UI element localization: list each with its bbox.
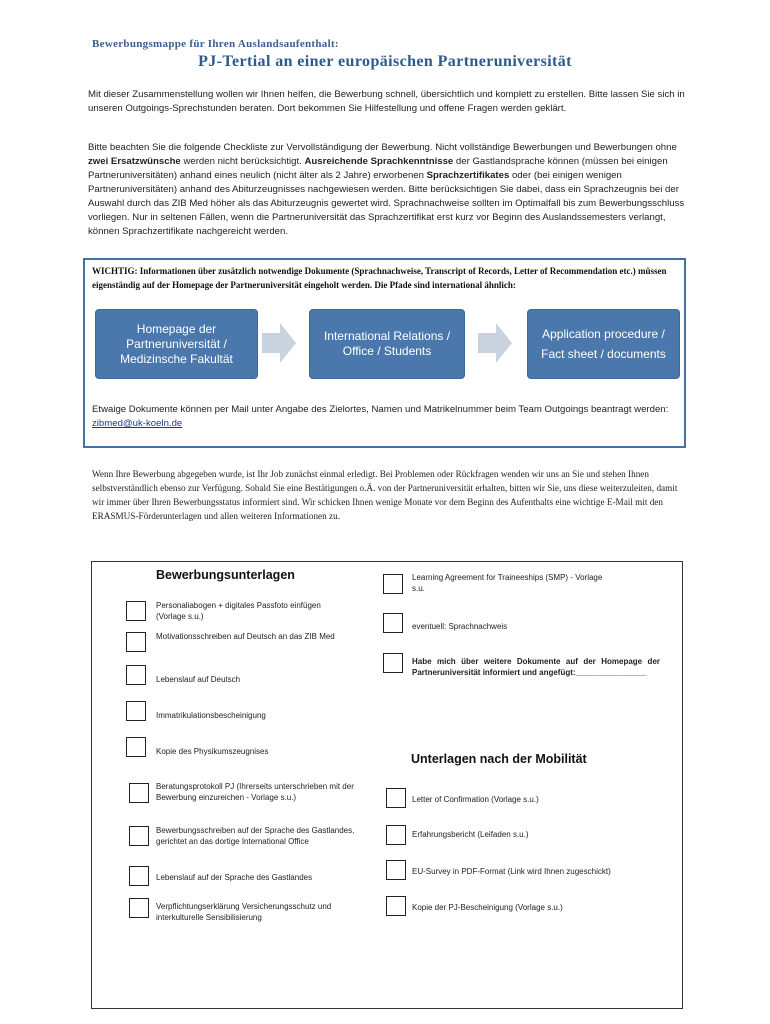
intro-paragraph-2 bbox=[88, 141, 688, 239]
checklist-item-label: Bewerbungsschreiben auf der Sprache des Gastlandes, gerichtet an das dortige International Office bbox=[156, 826, 355, 846]
flow-step-international-relations bbox=[309, 309, 465, 379]
checkbox-erfahrungsbericht[interactable] bbox=[386, 825, 406, 845]
checkbox-motivationsschreiben[interactable] bbox=[126, 632, 146, 652]
after-submit-paragraph: Wenn Ihre Bewerbung abgegeben wurde, ist Ihr Job zunächst einmal erledigt. Bei Problemen oder Rückfragen wenden wir uns an Sie und stehen Ihnen selbstverständlich ebenso zur Verfügung. Sobald Sie eine Bestätigungen o.Ä. von der Partneruniversität erhalten, bitten wir Sie, uns diese weiterzuleiten, damit wir immer über Ihren Bewerbungsstatus informiert sind. Wir schicken Ihnen wenige Monate vor dem Beginn des Aufenthalts eine wichtige E-Mail mit den ERASMUS-Förderunterlagen und allen weiteren Informationen zu. bbox=[92, 469, 678, 521]
checkbox-pj-bescheinigung[interactable] bbox=[386, 896, 406, 916]
checklist-right-title: Unterlagen nach der Mobilität bbox=[411, 752, 587, 766]
flow-step-homepage bbox=[95, 309, 258, 379]
text-run: der Gastlandsprache können (müssen bei einigen Partneruniversitäten) anhand eines neulich (nicht älter als 2 Jahre) erworbenen bbox=[88, 156, 668, 181]
checklist-item-label: eventuell: Sprachnachweis bbox=[412, 622, 508, 631]
checklist-item-label: EU-Survey in PDF-Format (Link wird Ihnen zugeschickt) bbox=[412, 867, 611, 876]
text-run: Etwaige Dokumente können per Mail unter Angabe des Zielortes, Namen und Matrikelnummer beim Team Outgoings beantragt werden: bbox=[92, 404, 669, 415]
document-title: PJ-Tertial an einer europäischen Partneruniversität bbox=[198, 53, 572, 70]
important-note-heading: WICHTIG: Informationen über zusätzlich notwendige Dokumente (Sprachnachweise, Transcript of Records, Letter of Recommendation etc.) müssen eigenständig auf der Homepage der Partneruniversität eingeholt werden. Die Pfade sind international ähnlich: bbox=[92, 266, 667, 290]
flow-arrow-icon bbox=[262, 323, 296, 363]
flow-step-application bbox=[527, 309, 680, 379]
checklist-item-label: Lebenslauf auf Deutsch bbox=[156, 675, 241, 684]
checklist-left-title: Bewerbungsunterlagen bbox=[156, 568, 295, 582]
emphasis-sprachzertifikate: Sprachzertifikates bbox=[426, 170, 510, 181]
checkbox-beratungsprotokoll[interactable] bbox=[129, 783, 149, 803]
checkbox-immatrikulation[interactable] bbox=[126, 701, 146, 721]
flow-step-label: Application procedure / Fact sheet / documents bbox=[541, 327, 666, 361]
checklist-item-label: Motivationsschreiben auf Deutsch an das ZIB Med bbox=[156, 632, 335, 641]
checklist-item-label: Lebenslauf auf der Sprache des Gastlandes bbox=[156, 873, 313, 882]
checklist-item-label: Kopie des Physikumszeugnises bbox=[156, 747, 269, 756]
checklist-item-label: Personaliabogen + digitales Passfoto einfügen (Vorlage s.u.) bbox=[156, 601, 321, 621]
checkbox-learning-agreement[interactable] bbox=[383, 574, 403, 594]
checklist-item-label: Verpflichtungserklärung Versicherungsschutz und interkulturelle Sensibilisierung bbox=[156, 902, 332, 922]
checklist-item-label: Habe mich über weitere Dokumente auf der Homepage der Partneruniversität informiert und angefügt:________________ bbox=[412, 657, 660, 677]
checkbox-physikum[interactable] bbox=[126, 737, 146, 757]
emphasis-ersatzwuensche: zwei Ersatzwünsche bbox=[88, 156, 181, 167]
checkbox-bewerbungsschreiben[interactable] bbox=[129, 826, 149, 846]
checkbox-sprachnachweis[interactable] bbox=[383, 613, 403, 633]
email-link[interactable]: zibmed@uk-koeln.de bbox=[92, 418, 183, 429]
checkbox-lebenslauf-deutsch[interactable] bbox=[126, 665, 146, 685]
checklist-item-label: Letter of Confirmation (Vorlage s.u.) bbox=[412, 795, 539, 804]
note-request-text bbox=[92, 403, 682, 431]
checklist-item-label: Erfahrungsbericht (Leifaden s.u.) bbox=[412, 830, 529, 839]
text-run: Bitte beachten Sie die folgende Checkliste zur Vervollständigung der Bewerbung. Nicht vollständige Bewerbungen und Bewerbungen ohne bbox=[88, 142, 677, 153]
checkbox-lebenslauf-gastland[interactable] bbox=[129, 866, 149, 886]
text-run: oder (bei einigen wenigen Partneruniversitäten) anhand des Abiturzeugnisses nachgewiesen werden. Bitte berücksichtigen Sie dabei, dass ein Sprachzeugnis bei der Auswahl durch das ZIB Med höher als das Abiturzeugnis gewertet wird. Sprachnachweise sollten im Optimalfall bis zum Bewerbungsschluss vorliegen. Nur in seltenen Fällen, wenn die Partneruniversität das Sprachzertifikat erst kurz vor Beginn des Auslandssemesters verlangt, können Sprachzertifikate nachgereicht werden. bbox=[88, 170, 685, 237]
intro-paragraph-1: Mit dieser Zusammenstellung wollen wir Ihnen helfen, die Bewerbung schnell, übersichtlich und komplett zu erstellen. Bitte lassen Sie sich in unseren Outgoings-Sprechstunden beraten. Dort bekommen Sie Hilfestellung und offene Fragen werden geklärt. bbox=[88, 89, 685, 114]
checkbox-letter-of-confirmation[interactable] bbox=[386, 788, 406, 808]
checklist-item-label: Learning Agreement for Traineeships (SMP) - Vorlage s.u. bbox=[412, 573, 603, 593]
checklist-item-label: Beratungsprotokoll PJ (Ihrerseits unterschrieben mit der Bewerbung einzureichen - Vorlage s.u.) bbox=[156, 782, 354, 802]
flow-step-label: Homepage der Partneruniversität / Medizinsche Fakultät bbox=[120, 321, 233, 366]
document-kicker: Bewerbungsmappe für Ihren Auslandsaufenthalt: bbox=[92, 38, 339, 50]
flow-arrow-icon bbox=[478, 323, 512, 363]
text-run: werden nicht berücksichtigt. bbox=[180, 156, 305, 167]
flow-step-label: International Relations / Office / Students bbox=[323, 329, 451, 358]
checkbox-personalbogen[interactable] bbox=[126, 601, 146, 621]
checkbox-verpflichtungserklaerung[interactable] bbox=[129, 898, 149, 918]
emphasis-sprachkenntnisse: Ausreichende Sprachkenntnisse bbox=[304, 156, 454, 167]
checklist-item-label: Kopie der PJ-Bescheinigung (Vorlage s.u.) bbox=[412, 903, 563, 912]
checkbox-eu-survey[interactable] bbox=[386, 860, 406, 880]
checklist-item-label: Immatrikulationsbescheinigung bbox=[156, 711, 266, 720]
checkbox-weitere-dokumente[interactable] bbox=[383, 653, 403, 673]
